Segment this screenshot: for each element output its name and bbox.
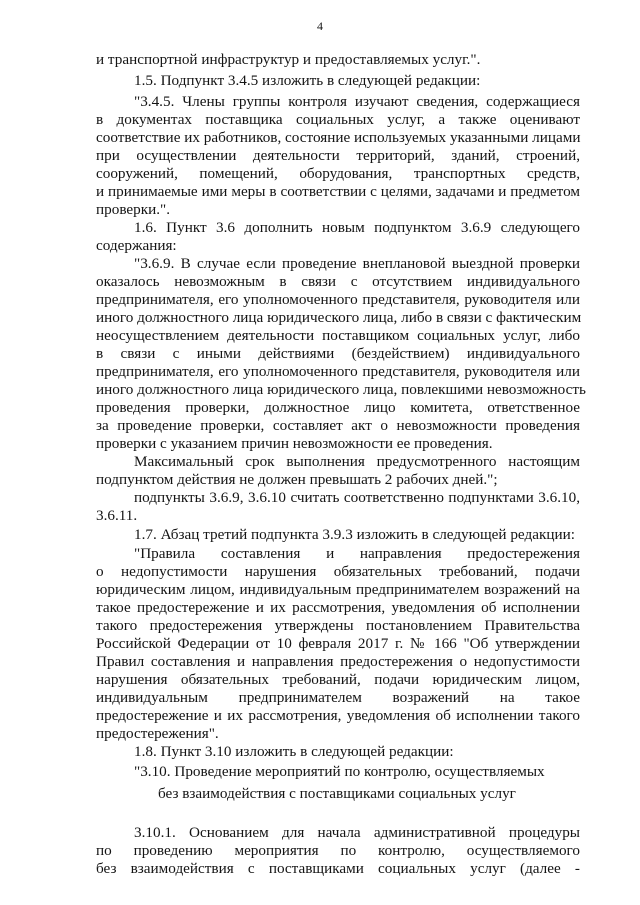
text-line: проведения проверки, должностное лицо комитета, ответственное [96, 399, 580, 416]
text-line: Российской Федерации от 10 февраля 2017 г. № 166 "Об утверждении [96, 635, 580, 652]
text-line: "Правила составления и направления предостережения [134, 545, 580, 562]
text-line: оказалось невозможным в связи с отсутствием индивидуального [96, 273, 580, 290]
page-number: 4 [317, 19, 323, 33]
text-line: неосуществлением деятельности поставщиком социальных услуг, либо [96, 327, 580, 344]
text-line: предпринимателя, его уполномоченного представителя, руководителя или [96, 291, 580, 308]
text-line: "3.10. Проведение мероприятий по контролю, осуществляемых [134, 763, 545, 780]
text-line: предостережения". [96, 725, 219, 742]
text-line: Максимальный срок выполнения предусмотренного настоящим [134, 453, 580, 470]
text-line: проверки.". [96, 201, 171, 218]
text-line: и транспортной инфраструктур и предоставляемых услуг.". [96, 51, 481, 68]
text-line: 1.5. Подпункт 3.4.5 изложить в следующей редакции: [134, 72, 481, 89]
text-line: по проведению мероприятия по контролю, осуществляемого [96, 842, 580, 859]
text-line: при осуществлении деятельности территорий, зданий, строений, [96, 147, 580, 164]
text-line: нарушения обязательных требований, подачи юридическим лицом, [96, 671, 580, 688]
text-line: содержания: [96, 237, 177, 254]
text-line: проверки с указанием причин невозможности ее проведения. [96, 435, 493, 452]
text-line: без взаимодействия с поставщиками социальных услуг (далее - [96, 860, 580, 877]
text-line: "3.6.9. В случае если проведение внеплановой выездной проверки [134, 255, 580, 272]
text-line: в документах поставщика социальных услуг, а также оценивают [96, 111, 580, 128]
text-line: иного должностного лица юридического лица, повлекшими невозможность [96, 381, 586, 398]
text-line: о недопустимости нарушения обязательных требований, подачи [96, 563, 580, 580]
text-line: сооружений, помещений, оборудования, транспортных средств, [96, 165, 580, 182]
text-line: Правил составления и направления предостережения о недопустимости [96, 653, 580, 670]
text-line: 1.8. Пункт 3.10 изложить в следующей редакции: [134, 743, 454, 760]
text-line: иного должностного лица юридического лица, либо в связи с фактическим [96, 309, 582, 326]
text-line: и принимаемые ими меры в соответствии с целями, задачами и предметом [96, 183, 580, 200]
text-line: за проведение проверки, составляет акт о невозможности проведения [96, 417, 580, 434]
text-line: 1.7. Абзац третий подпункта 3.9.3 изложить в следующей редакции: [134, 526, 575, 543]
text-line: предостережение и их рассмотрения, уведомления об исполнении такого [96, 707, 580, 724]
text-line: соответствие их работников, состояние используемых указанными лицами [96, 129, 581, 146]
text-line: 3.6.11. [96, 507, 138, 524]
text-line: 1.6. Пункт 3.6 дополнить новым подпунктом 3.6.9 следующего [134, 219, 580, 236]
text-line: подпунктом действия не должен превышать 2 рабочих дней."; [96, 471, 498, 488]
text-line: индивидуальным предпринимателем возражений на такое [96, 689, 580, 706]
text-line: 3.10.1. Основанием для начала административной процедуры [134, 824, 580, 841]
text-line: в связи с иными действиями (бездействием) индивидуального [96, 345, 580, 362]
text-line: такое предостережение и их рассмотрения, уведомления об исполнении [96, 599, 580, 616]
text-line: предпринимателя, его уполномоченного представителя, руководителя или [96, 363, 580, 380]
text-line: такого предостережения утверждены постановлением Правительства [96, 617, 580, 634]
text-line: подпункты 3.6.9, 3.6.10 считать соответственно подпунктами 3.6.10, [134, 489, 580, 506]
text-line: юридическим лицом, индивидуальным предпринимателем возражений на [96, 581, 580, 598]
text-line: "3.4.5. Члены группы контроля изучают сведения, содержащиеся [134, 93, 580, 110]
text-line: без взаимодействия с поставщиками социальных услуг [158, 785, 516, 802]
